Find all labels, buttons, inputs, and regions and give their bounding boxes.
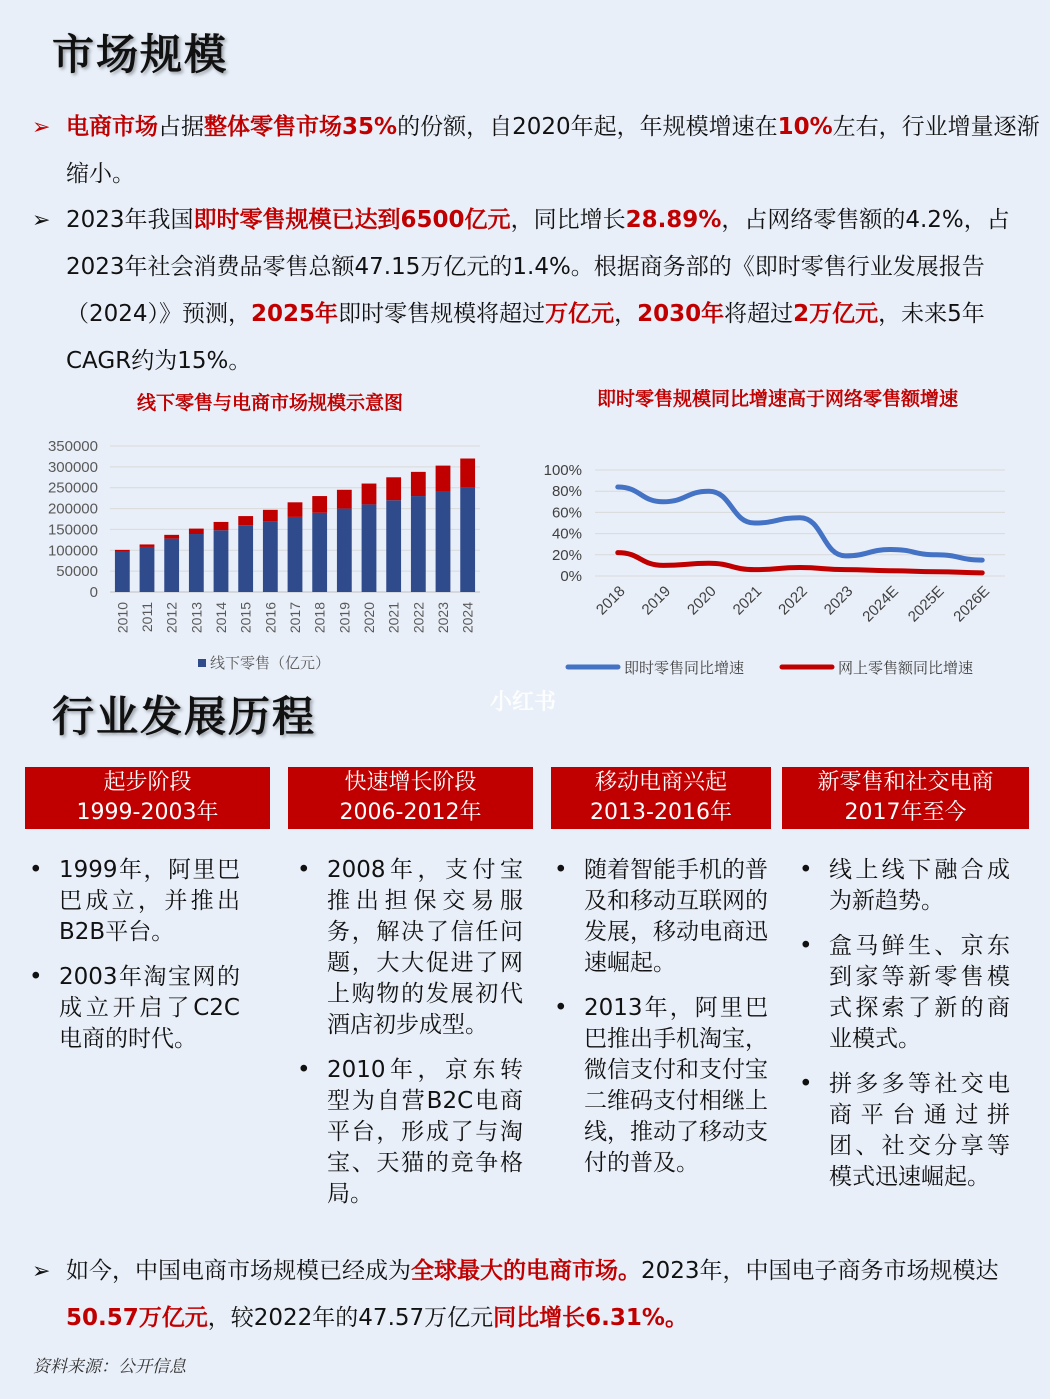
legend-label: 网上零售额同比增速 [838, 660, 974, 677]
source-note: 资料来源：公开信息 [33, 1357, 186, 1377]
bar-chart [30, 430, 510, 690]
x-tick-label: 2022 [775, 582, 811, 619]
highlight-text: 2025年 [251, 301, 339, 327]
highlight-text: 整体零售市场35% [204, 114, 398, 140]
line-chart-title: 即时零售规模同比增速高于网络零售额增速 [596, 388, 958, 410]
body-text: ，占网络零售额的4.2%，占2023年社会消费品零售总额47.15万亿元的1.4%。根据商务部的《即时零售行业发展报告（2024）》预测， [66, 207, 1010, 327]
bar-offline [214, 530, 229, 592]
stage-item: • 拼多多等社交电商平台通过拼团、社交分享等模式迅速崛起。 [799, 1071, 1010, 1190]
x-tick-label: 2023 [820, 582, 857, 619]
body-text: 如今，中国电商市场规模已经成为 [66, 1258, 411, 1284]
body-text: ，同比增长 [510, 207, 626, 233]
body-text: 将超过 [724, 301, 794, 327]
body-text: ，较2022年的47.57万亿元 [207, 1305, 494, 1331]
bar-ecommerce [263, 510, 278, 521]
y-tick-label: 60% [551, 504, 582, 522]
body-text: 左右，行业增量逐渐缩小。 [66, 114, 1040, 187]
bar-ecommerce [362, 484, 377, 505]
stage-item: • 2003年淘宝网的成立开启了C2C电商的时代。 [29, 964, 240, 1052]
highlight-text: 28.89% [625, 207, 722, 233]
paragraph-ecommerce-market [32, 1248, 1042, 1342]
bar-offline [386, 500, 401, 592]
bar-offline [411, 496, 426, 592]
bullet-arrow: ➢ [32, 1259, 51, 1284]
y-tick-label: 20% [551, 546, 582, 564]
highlight-text: 即时零售规模已达到6500亿元 [193, 207, 511, 233]
bar-offline [115, 552, 130, 592]
bar-ecommerce [140, 544, 155, 547]
bar-offline [436, 492, 451, 592]
stage-header-3: 移动电商兴起 2013-2016年 [551, 767, 771, 829]
highlight-text: 2030年 [637, 301, 725, 327]
bar-offline [460, 488, 475, 592]
y-tick-label: 250000 [47, 479, 98, 497]
paragraph-text [66, 197, 1042, 385]
stage-item: • 线上线下融合成为新趋势。 [799, 857, 1010, 914]
highlight-text: 电商市场 [66, 114, 158, 140]
x-tick-label: 2017 [287, 602, 303, 634]
body-text: 的份额，自2020年起，年规模增速在 [397, 114, 778, 140]
y-tick-label: 80% [551, 483, 582, 501]
x-tick-label: 2025E [904, 582, 948, 626]
legend-label: 线下零售（亿元） [210, 655, 331, 672]
highlight-text: 10% [777, 114, 833, 140]
stage-item: • 2008年，支付宝推出担保交易服务，解决了信任问题，大大促进了网上购物的发展初代酒店初步成型。 [297, 857, 523, 1038]
highlight-text: 全球最大的电商市场。 [411, 1258, 641, 1284]
x-tick-label: 2020 [684, 582, 720, 619]
bar-ecommerce [436, 466, 451, 492]
x-tick-label: 2023 [435, 602, 451, 634]
bar-ecommerce [312, 496, 327, 513]
y-tick-label: 200000 [47, 500, 98, 518]
x-tick-label: 2024E [859, 582, 902, 626]
bar-chart-title: 线下零售与电商市场规模示意图 [136, 392, 403, 414]
x-tick-label: 2022 [410, 602, 427, 634]
y-tick-label: 50000 [56, 563, 98, 581]
highlight-text: 同比增长6.31%。 [493, 1305, 688, 1331]
y-tick-label: 0% [560, 568, 582, 585]
body-text: ， [614, 301, 638, 327]
x-tick-label: 2021 [729, 582, 766, 619]
stage-item: • 2010年，京东转型为自营B2C电商平台，形成了与淘宝、天猫的竞争格局。 [297, 1057, 523, 1207]
stage-header-4: 新零售和社交电商 2017年至今 [782, 767, 1029, 829]
y-tick-label: 300000 [47, 458, 98, 476]
series-line-instant-retail [618, 487, 982, 560]
highlight-text: 万亿元 [545, 301, 615, 327]
bar-offline [238, 525, 253, 592]
stage-column-4 [795, 855, 1010, 1207]
bullet-arrow: ➢ [32, 115, 51, 140]
bar-ecommerce [460, 459, 475, 488]
x-tick-label: 2021 [385, 602, 402, 634]
section-title-market-size: 市场规模 [52, 30, 229, 79]
body-text: 即时零售规模将超过 [338, 301, 546, 327]
bar-ecommerce [189, 529, 204, 534]
x-tick-label: 2019 [638, 582, 675, 619]
bar-ecommerce [115, 550, 130, 552]
stage-item: • 2013年，阿里巴巴推出手机淘宝，微信支付和支付宝二维码支付相继上线，推动了移动支付的普及。 [554, 995, 768, 1176]
stage-item: • 随着智能手机的普及和移动互联网的发展，移动电商迅速崛起。 [554, 857, 768, 976]
bullet-arrow: ➢ [32, 208, 51, 233]
y-tick-label: 40% [551, 525, 582, 543]
stage-header-2: 快速增长阶段 2006-2012年 [288, 767, 533, 829]
x-tick-label: 2018 [311, 602, 328, 634]
y-tick-label: 0 [89, 584, 98, 601]
x-tick-label: 2018 [592, 582, 629, 619]
bar-offline [189, 534, 204, 592]
stage-item: • 1999年，阿里巴巴成立，并推出B2B平台。 [29, 857, 240, 945]
bar-offline [362, 504, 377, 592]
x-tick-label: 2014 [213, 602, 229, 634]
paragraph-text [66, 1248, 1042, 1342]
bar-ecommerce [386, 477, 401, 500]
bar-ecommerce [164, 535, 179, 539]
highlight-text: 2万亿元 [793, 301, 879, 327]
x-tick-label: 2013 [188, 602, 205, 634]
stage-item: • 盒马鲜生、京东到家等新零售模式探索了新的商业模式。 [799, 933, 1010, 1052]
legend-swatch [198, 659, 206, 667]
highlight-text: 50.57万亿元 [66, 1305, 208, 1331]
x-tick-label: 2024 [459, 602, 476, 634]
paragraph-text [66, 104, 1042, 198]
x-tick-label: 2011 [139, 602, 155, 633]
section-title-history: 行业发展历程 [52, 692, 317, 741]
body-text: ，未来5年CAGR约为15%。 [66, 301, 985, 374]
bar-ecommerce [411, 472, 426, 496]
line-chart [520, 455, 1040, 685]
bar-offline [164, 539, 179, 592]
y-tick-label: 100000 [47, 542, 98, 560]
watermark: 小红书 [490, 690, 557, 715]
stage-column-2 [293, 855, 523, 1224]
bar-offline [337, 509, 352, 592]
bar-ecommerce [238, 516, 253, 525]
paragraph-market-share [32, 104, 1042, 198]
y-tick-label: 350000 [47, 438, 98, 455]
stage-column-3 [550, 855, 768, 1193]
x-tick-label: 2019 [336, 602, 353, 634]
bar-offline [288, 517, 303, 592]
x-tick-label: 2016 [262, 602, 279, 634]
body-text: 2023年我国 [66, 207, 194, 233]
x-tick-label: 2010 [114, 602, 131, 634]
bar-offline [140, 547, 155, 592]
bar-ecommerce [214, 522, 229, 530]
body-text: 2023年，中国电子商务市场规模达 [641, 1258, 999, 1284]
y-tick-label: 100% [543, 462, 582, 479]
y-tick-label: 150000 [47, 521, 98, 539]
paragraph-instant-retail [32, 197, 1042, 385]
bar-offline [263, 521, 278, 592]
x-tick-label: 2015 [237, 602, 254, 634]
bar-offline [312, 513, 327, 592]
legend-label: 即时零售同比增速 [624, 660, 745, 677]
bar-ecommerce [337, 490, 352, 509]
x-tick-label: 2012 [163, 602, 180, 634]
stage-header-1: 起步阶段 1999-2003年 [25, 767, 270, 829]
x-tick-label: 2026E [950, 582, 994, 626]
body-text: 占据 [158, 114, 204, 140]
bar-ecommerce [288, 502, 303, 517]
stage-column-1 [25, 855, 240, 1069]
x-tick-label: 2020 [361, 602, 377, 634]
